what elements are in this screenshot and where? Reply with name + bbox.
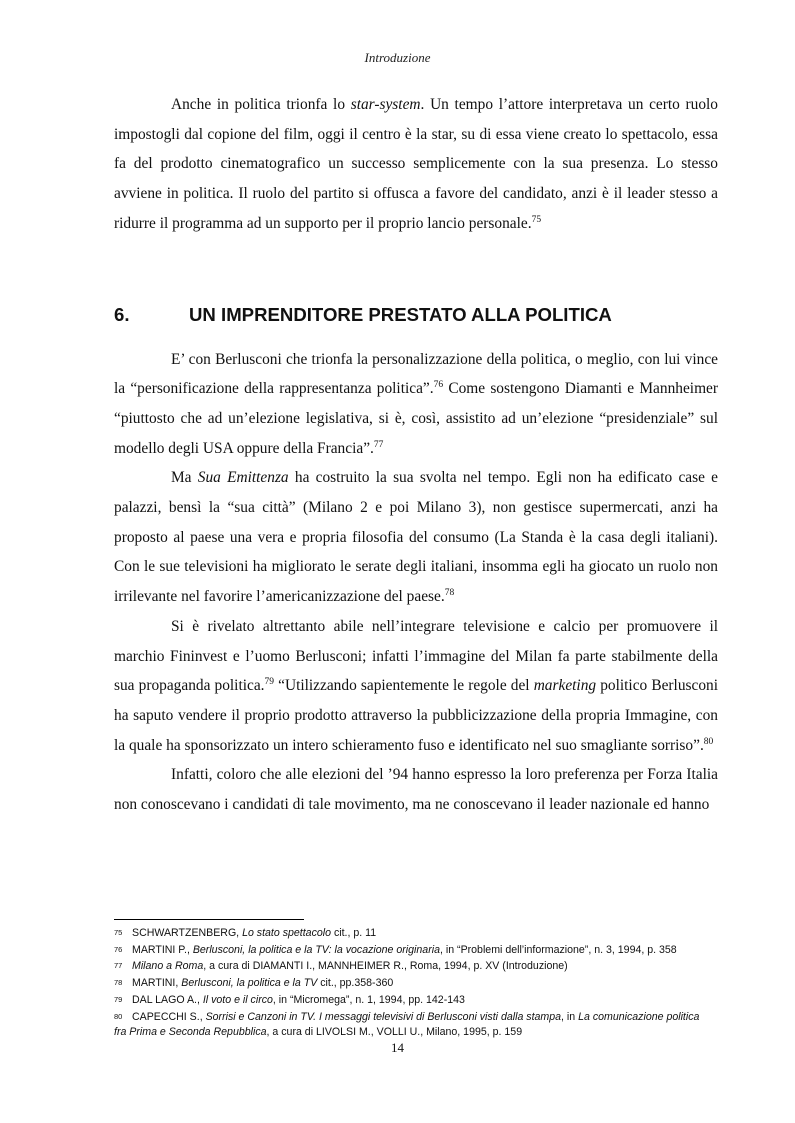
text-run: politico Berlusconi ha saputo vendere il proprio prodotto attraverso la pubblicizzazione della propria Immagine, con la quale ha sponsorizzato un intero schieramento fuso e identificato nel suo smagliante sorriso”. [114,677,719,754]
footnote-ref[interactable]: 75 [531,214,542,225]
footnote-italic: Lo stato spettacolo [242,927,332,939]
footnote-item [114,1009,714,1041]
section-title: UN IMPRENDITORE PRESTATO ALLA POLITICA [189,303,612,325]
footnote-text: , a cura di LIVOLSI M., VOLLI U., Milano, 1995, p. 159 [266,1026,523,1039]
paragraph-elezioni [114,760,718,819]
italic-term: Sua Emittenza [197,469,289,487]
footnote-text: SCHWARTZENBERG, [132,927,243,939]
footnote-item [114,992,714,1009]
text-run: Si è rivelato altrettanto abile nell’integrare televisione e calcio per promuovere il marchio Fininvest e l’uomo Berlusconi; infatti l’immagine del Milan fa parte stabilmente della sua propaganda politica. [114,617,718,695]
footnote-text: , in [561,1010,579,1023]
footnote-ref[interactable]: 79 [264,677,275,688]
footnote-item [114,942,714,959]
footnote-text: , in “Problemi dell’informazione”, n. 3, 1994, p. 358 [439,943,677,956]
text-run: E’ con Berlusconi che trionfa la personalizzazione della politica, o meglio, con lui vince la “personificazione della rappresentanza politica”. [114,350,718,398]
footnote-number: 80 [114,1011,123,1021]
text-run: ha costruito la sua svolta nel tempo. Egli non ha edificato case e palazzi, bensì la “sua città” (Milano 2 e poi Milano 3), non gestisce supermercati, anzi ha proposto al paese una vera e propria filosofia del consumo (La Standa è la casa degli italiani). Con le sue televisioni ha migliorato le serate degli italiani, insomma egli ha giocato un ruolo non irrilevante nel favorire l’americanizzazione del paese. [114,469,718,606]
footnote-number: 79 [114,994,123,1004]
footnote-item [114,925,714,942]
footnote-text: CAPECCHI S., [132,1010,206,1023]
footnote-text: , in “Micromega”, n. 1, 1994, pp. 142-143 [272,993,465,1006]
paragraph-star-system [114,90,718,239]
footnote-italic: Il voto e il circo [202,993,273,1006]
paragraph-sua-emittenza [114,463,718,612]
body-text [114,90,718,820]
footnote-text: MARTINI, [132,977,182,990]
section-spacer [114,239,718,303]
footnote-italic: Milano a Roma [132,960,204,973]
footnote-number: 77 [114,961,123,971]
footnotes [114,925,714,1041]
footnote-text: cit., pp.358-360 [317,977,394,990]
footnote-number: 78 [114,978,123,988]
footnote-text: DAL LAGO A., [132,993,203,1006]
footnote-ref[interactable]: 80 [703,736,714,747]
footnote-text: cit., p. 11 [331,927,377,939]
footnote-text: , a cura di DIAMANTI I., MANNHEIMER R., Roma, 1994, p. XV (Introduzione) [203,960,568,973]
page-number: 14 [391,1040,404,1055]
footnote-number: 76 [114,944,123,954]
text-run: Infatti, coloro che alle elezioni del ’94 hanno espresso la loro preferenza per Forza Italia non conoscevano i candidati di tale movimento, ma ne conoscevano il leader nazionale ed hanno [114,766,718,814]
footnote-item [114,975,714,992]
text-run: Ma [171,469,198,487]
footnote-ref[interactable]: 77 [373,439,384,450]
text-run: . Un tempo l’attore interpretava un certo ruolo impostogli dal copione del film, oggi il centro è la star, su di essa viene creato lo spettacolo, essa fa del prodotto cinematografico un successo semplicemente con la sua presenza. Lo stesso avviene in politica. Il ruolo del partito si offusca a favore del candidato, anzi è il leader stesso a ridurre il programma ad un supporto per il proprio lancio personale. [114,96,719,232]
italic-term: marketing [533,677,597,695]
paragraph-personalizzazione [114,345,718,464]
section-number: 6. [114,303,130,325]
running-header: Introduzione [364,50,431,65]
footnote-item [114,958,714,975]
section-heading [114,303,718,327]
footnote-number: 75 [114,928,123,937]
footnote-ref[interactable]: 78 [444,588,455,599]
footnote-italic: Berlusconi, la politica e la TV [181,977,318,990]
footnote-italic: Sorrisi e Canzoni in TV. I messaggi televisivi di Berlusconi visti dalla stampa [205,1010,562,1023]
text-run: Come sostengono Diamanti e Mannheimer “piuttosto che ad un’elezione legislativa, si è, così, assistito ad un’elezione “presidenziale” sul modello degli USA oppure della Francia”. [114,380,719,457]
footnote-separator [114,919,304,920]
text-run: “Utilizzando sapientemente le regole del [274,677,534,695]
footnote-italic: Berlusconi, la politica e la TV: la vocazione originaria [192,943,440,956]
footnote-text: MARTINI P., [132,943,193,956]
text-run: Anche in politica trionfa lo [171,96,351,113]
paragraph-calcio [114,612,718,761]
footnote-italic: La comunicazione politica fra Prima e Seconda Repubblica [114,1010,700,1039]
italic-term: star-system [350,96,421,113]
footnote-ref[interactable]: 76 [433,380,444,391]
